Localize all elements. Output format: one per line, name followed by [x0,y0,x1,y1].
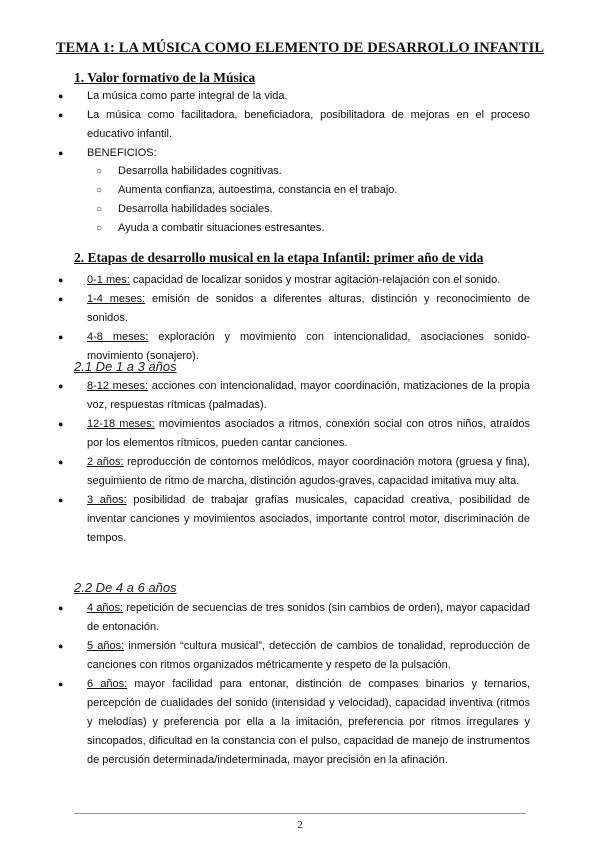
circle-bullet-icon: ○ [96,166,103,177]
bullet-icon: ● [58,679,64,689]
list-item: ● 1-4 meses: emisión de sonidos a diferentes alturas, distinción y reconocimiento de sonidos. [56,290,530,328]
section-1-heading: 1. Valor formativo de la Música [74,70,256,85]
list-item: ● 2 años: reproducción de contornos melódicos, mayor coordinación motora (gruesa y fina), seguimiento de ritmo de marcha, distinción agudos-graves, capacidad imitativa muy alta. [56,453,530,491]
list-item: ● 12-18 meses: movimientos asociados a ritmos, conexión social con otros niños, atraídos por los elementos rítmicos, pueden cantar canciones. [56,415,530,453]
bullet-icon: ● [58,294,64,304]
bullet-icon: ● [58,148,64,158]
section-2-1-heading: 2.1 De 1 a 3 años [74,359,177,374]
list-item: ● BENEFICIOS: [56,144,530,163]
bullet-icon: ● [58,457,64,467]
list-item: ● 4-8 meses: exploración y movimiento con intencionalidad, asociaciones sonido-movimiento (sonajero). [56,328,530,366]
list-item: ● 0-1 mes: capacidad de localizar sonidos y mostrar agitación-relajación con el sonido. [56,271,530,290]
bullet-icon: ● [58,603,64,613]
list-item: ○ Ayuda a combatir situaciones estresantes. [96,219,516,238]
list-item: ○ Aumenta confianza, autoestima, constancia en el trabajo. [96,181,516,200]
list-item: ● 6 años: mayor facilidad para entonar, distinción de compases binarios y ternarios, percepción de cualidades del sonido (intensidad y velocidad), capacidad inventiva (ritmos y melodías) y preferencia por ella a la imitación, preferencia por ritmos irregulares y sincopados, dificultad en la constancia con el pulso, capacidad de manejo de instrumentos de percusión determinada/indeterminada, mayor precisión en la afinación. [56,675,530,770]
list-item: ● 5 años: inmersión “cultura musical”, detección de cambios de tonalidad, reproducción de canciones con ritmos organizados métricamente y respeto de la pulsación. [56,637,530,675]
section-1-list [56,87,530,163]
page-number: 2 [297,819,303,831]
circle-bullet-icon: ○ [96,223,103,234]
bullet-icon: ● [58,275,64,285]
list-item: ● 3 años: posibilidad de trabajar grafías musicales, capacidad creativa, posibilidad de inventar canciones y movimientos asociados, importante control motor, discriminación de tempos. [56,491,530,548]
list-item: ○ Desarrolla habilidades cognitivas. [96,162,516,181]
list-item: ● 4 años: repetición de secuencias de tres sonidos (sin cambios de orden), mayor capacidad de entonación. [56,599,530,637]
circle-bullet-icon: ○ [96,204,103,215]
bullet-icon: ● [58,91,64,101]
circle-bullet-icon: ○ [96,185,103,196]
bullet-icon: ● [58,381,64,391]
bullet-icon: ● [58,641,64,651]
list-item: ● 8-12 meses: acciones con intencionalidad, mayor coordinación, matizaciones de la propia voz, respuestas rítmicas (palmadas). [56,377,530,415]
section-2-heading: 2. Etapas de desarrollo musical en la etapa Infantil: primer año de vida [74,250,484,265]
bullet-icon: ● [58,495,64,505]
section-2-list [56,271,530,366]
list-item: ● La música como facilitadora, beneficiadora, posibilitadora de mejoras en el proceso educativo infantil. [56,106,530,144]
bullet-icon: ● [58,419,64,429]
footer-divider [74,813,526,814]
section-2-1-list [56,377,530,548]
bullet-icon: ● [58,332,64,342]
bullet-icon: ● [58,110,64,120]
page-title: TEMA 1: LA MÚSICA COMO ELEMENTO DE DESARROLLO INFANTIL [55,40,545,56]
list-item: ○ Desarrolla habilidades sociales. [96,200,516,219]
section-2-2-heading: 2.2 De 4 a 6 años [74,580,177,595]
list-item: ● La música como parte integral de la vida. [56,87,530,106]
section-2-2-list [56,599,530,770]
benefits-list [96,162,516,238]
